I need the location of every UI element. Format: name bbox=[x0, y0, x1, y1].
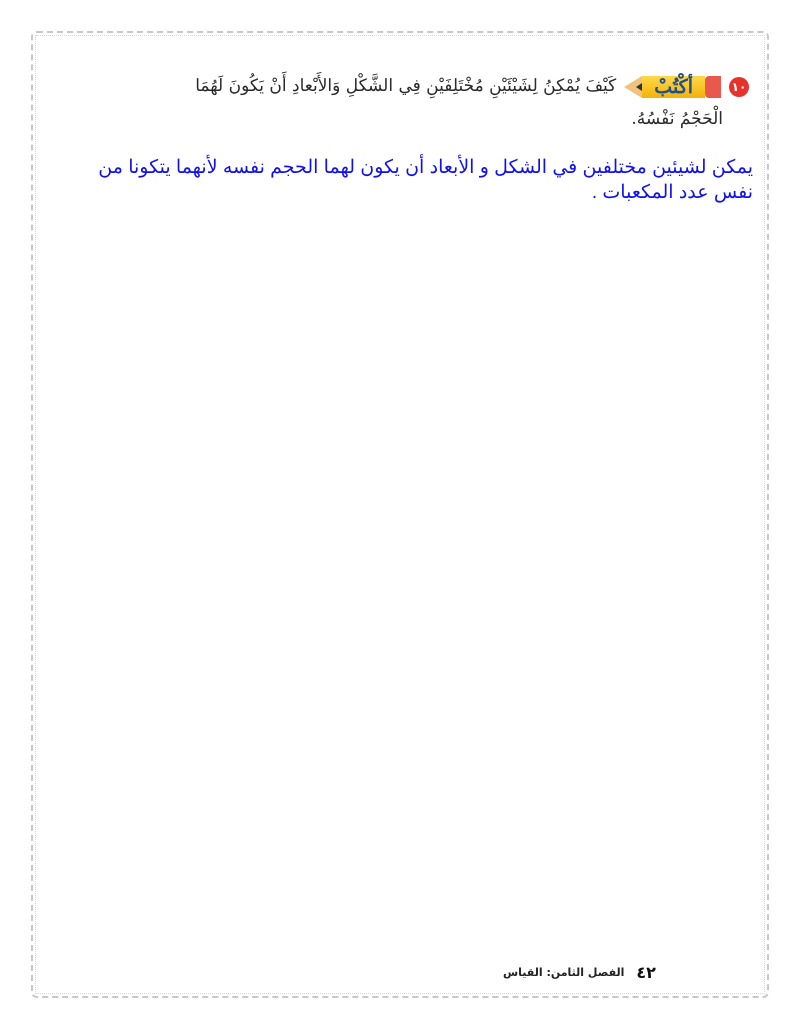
chapter-title: الفصل الثامن: القياس bbox=[503, 966, 625, 979]
worksheet-page bbox=[31, 31, 769, 998]
answer-line-2: نفس عدد المكعبات . bbox=[591, 182, 753, 203]
page-number: ٤٢ bbox=[636, 963, 656, 982]
pencil-tip bbox=[624, 76, 642, 98]
page-footer bbox=[503, 963, 656, 982]
question-number-badge: ١٠ bbox=[729, 77, 749, 97]
question-row bbox=[93, 73, 749, 100]
question-text-line1: كَيْفَ يُمْكِنُ لِشَيْئَيْنِ مُخْتَلِفَيْنِ فِي الشَّكْلِ وَالأَبْعادِ أَنْ يَكُونَ لَهُمَا bbox=[195, 76, 617, 96]
answer-line-1: يمكن لشيئين مختلفين في الشكل و الأبعاد أن يكون لهما الحجم نفسه لأنهما يتكونا من bbox=[98, 157, 753, 178]
write-label: أكْتُبْ bbox=[642, 76, 705, 98]
question-text-line2: الْحَجْمُ نَفْسُهُ. bbox=[631, 109, 723, 129]
pencil-icon bbox=[624, 74, 721, 100]
answer-text bbox=[33, 155, 753, 205]
pencil-eraser bbox=[705, 76, 721, 98]
